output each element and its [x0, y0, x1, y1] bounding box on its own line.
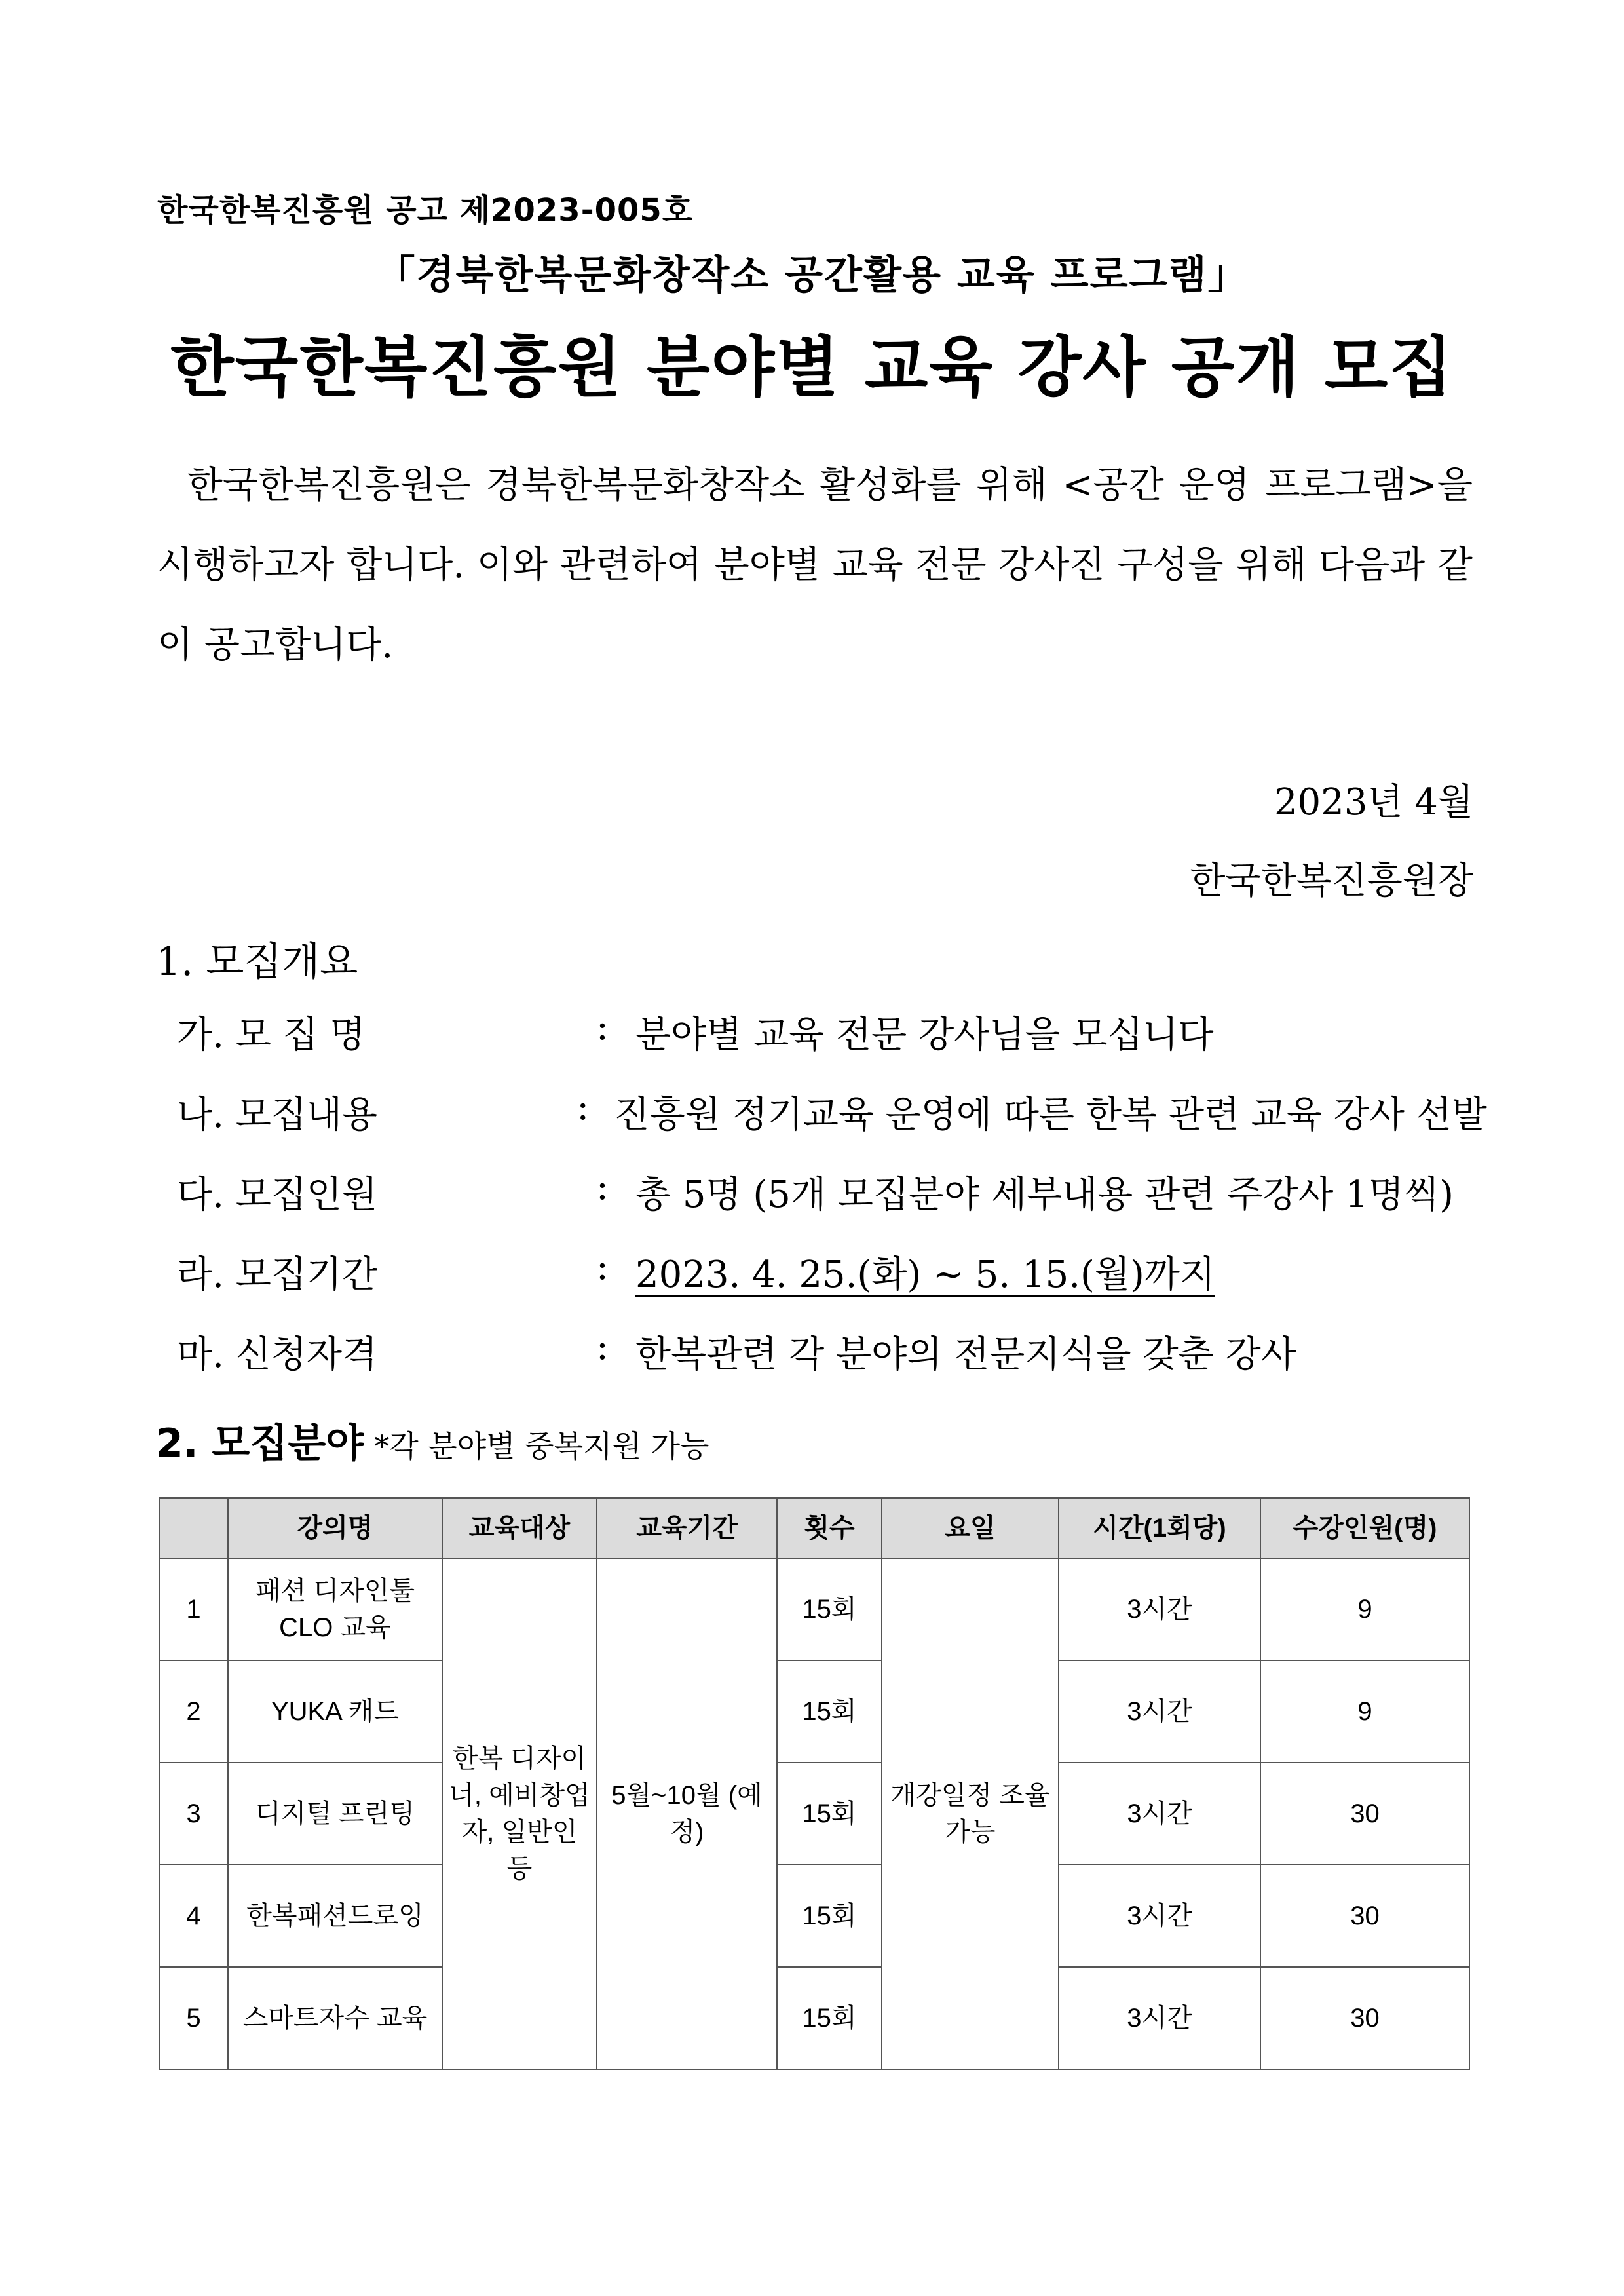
row-no: 1: [159, 1558, 228, 1660]
table-row: [159, 1865, 1469, 1967]
section2-note: *각 분야별 중복지원 가능: [374, 1428, 709, 1464]
header-time: 시간(1회당): [1059, 1498, 1260, 1558]
list-item: [177, 1246, 1487, 1326]
time-cell: 3시간: [1059, 1558, 1260, 1660]
notice-date: 2023년 4월: [1274, 781, 1473, 824]
header-course-name: 강의명: [228, 1498, 442, 1558]
target-cell: 한복 디자이너, 예비창업자, 일반인 등: [442, 1558, 597, 2069]
recruit-period-value: 2023. 4. 25.(화) ~ 5. 15.(월)까지: [635, 1253, 1215, 1296]
item-colon: :: [596, 1326, 609, 1368]
table-row: [159, 1763, 1469, 1865]
table-row: [159, 1558, 1469, 1660]
section2-title: [156, 1412, 709, 1468]
item-label: 마. 신청자격: [177, 1333, 378, 1376]
notice-number: 한국한복진흥원 공고 제2023-005호: [157, 192, 694, 229]
intro-paragraph: [157, 446, 1473, 685]
period-cell: 5월~10월 (예정): [597, 1558, 777, 2069]
header-target: 교육대상: [442, 1498, 597, 1558]
section2-heading: 2. 모집분야: [156, 1421, 364, 1466]
list-item: [177, 1166, 1487, 1246]
people-cell: 30: [1260, 1865, 1469, 1967]
item-label: 가. 모 집 명: [177, 1014, 366, 1056]
count-cell: 15회: [777, 1967, 882, 2069]
course-table: [159, 1497, 1470, 2070]
time-cell: 3시간: [1059, 1865, 1260, 1967]
item-label: 라. 모집기간: [177, 1253, 378, 1296]
item-value: 한복관련 각 분야의 전문지식을 갖춘 강사: [635, 1333, 1296, 1376]
item-label: 나. 모집내용: [177, 1094, 378, 1136]
course-name: YUKA 캐드: [228, 1660, 442, 1763]
section1-title: 1. 모집개요: [156, 939, 358, 985]
course-name: 패션 디자인툴 CLO 교육: [228, 1558, 442, 1660]
page-title: 한국한복진흥원 분야별 교육 강사 공개 모집: [170, 329, 1454, 406]
item-value: 총 5명 (5개 모집분야 세부내용 관련 주강사 1명씩): [635, 1174, 1454, 1216]
count-cell: 15회: [777, 1865, 882, 1967]
course-name: 디지털 프린팅: [228, 1763, 442, 1865]
table-row: [159, 1967, 1469, 2069]
table-header-row: [159, 1498, 1469, 1558]
header-no: [159, 1498, 228, 1558]
count-cell: 15회: [777, 1763, 882, 1865]
header-people: 수강인원(명): [1260, 1498, 1469, 1558]
issuer-name: 한국한복진흥원장: [1190, 860, 1473, 902]
program-subtitle: 「경북한복문화창작소 공간활용 교육 프로그램」: [375, 252, 1249, 298]
header-period: 교육기간: [597, 1498, 777, 1558]
count-cell: 15회: [777, 1558, 882, 1660]
item-value: 진흥원 정기교육 운영에 따른 한복 관련 교육 강사 선발: [614, 1094, 1487, 1136]
recruit-overview-list: [177, 1006, 1487, 1406]
item-value: 분야별 교육 전문 강사님을 모십니다: [635, 1014, 1214, 1056]
course-name: 한복패션드로잉: [228, 1865, 442, 1967]
list-item: [177, 1326, 1487, 1406]
item-colon: :: [596, 1246, 609, 1288]
item-colon: :: [596, 1166, 609, 1208]
intro-text: 한국한복진흥원은 경북한복문화창작소 활성화를 위해 <공간 운영 프로그램>을 시행하고자 합니다. 이와 관련하여 분야별 교육 전문 강사진 구성을 위해 다음과 같이 공고합니다.: [157, 464, 1473, 666]
row-no: 4: [159, 1865, 228, 1967]
row-no: 3: [159, 1763, 228, 1865]
people-cell: 30: [1260, 1763, 1469, 1865]
people-cell: 9: [1260, 1558, 1469, 1660]
count-cell: 15회: [777, 1660, 882, 1763]
table-row: [159, 1660, 1469, 1763]
item-label: 다. 모집인원: [177, 1174, 378, 1216]
header-count: 횟수: [777, 1498, 882, 1558]
time-cell: 3시간: [1059, 1967, 1260, 2069]
list-item: [177, 1086, 1487, 1166]
row-no: 5: [159, 1967, 228, 2069]
course-name: 스마트자수 교육: [228, 1967, 442, 2069]
people-cell: 30: [1260, 1967, 1469, 2069]
header-day: 요일: [882, 1498, 1059, 1558]
people-cell: 9: [1260, 1660, 1469, 1763]
item-colon: :: [596, 1006, 609, 1048]
row-no: 2: [159, 1660, 228, 1763]
day-cell: 개강일정 조율가능: [882, 1558, 1059, 2069]
time-cell: 3시간: [1059, 1763, 1260, 1865]
item-colon: :: [576, 1086, 590, 1128]
time-cell: 3시간: [1059, 1660, 1260, 1763]
list-item: [177, 1006, 1487, 1086]
